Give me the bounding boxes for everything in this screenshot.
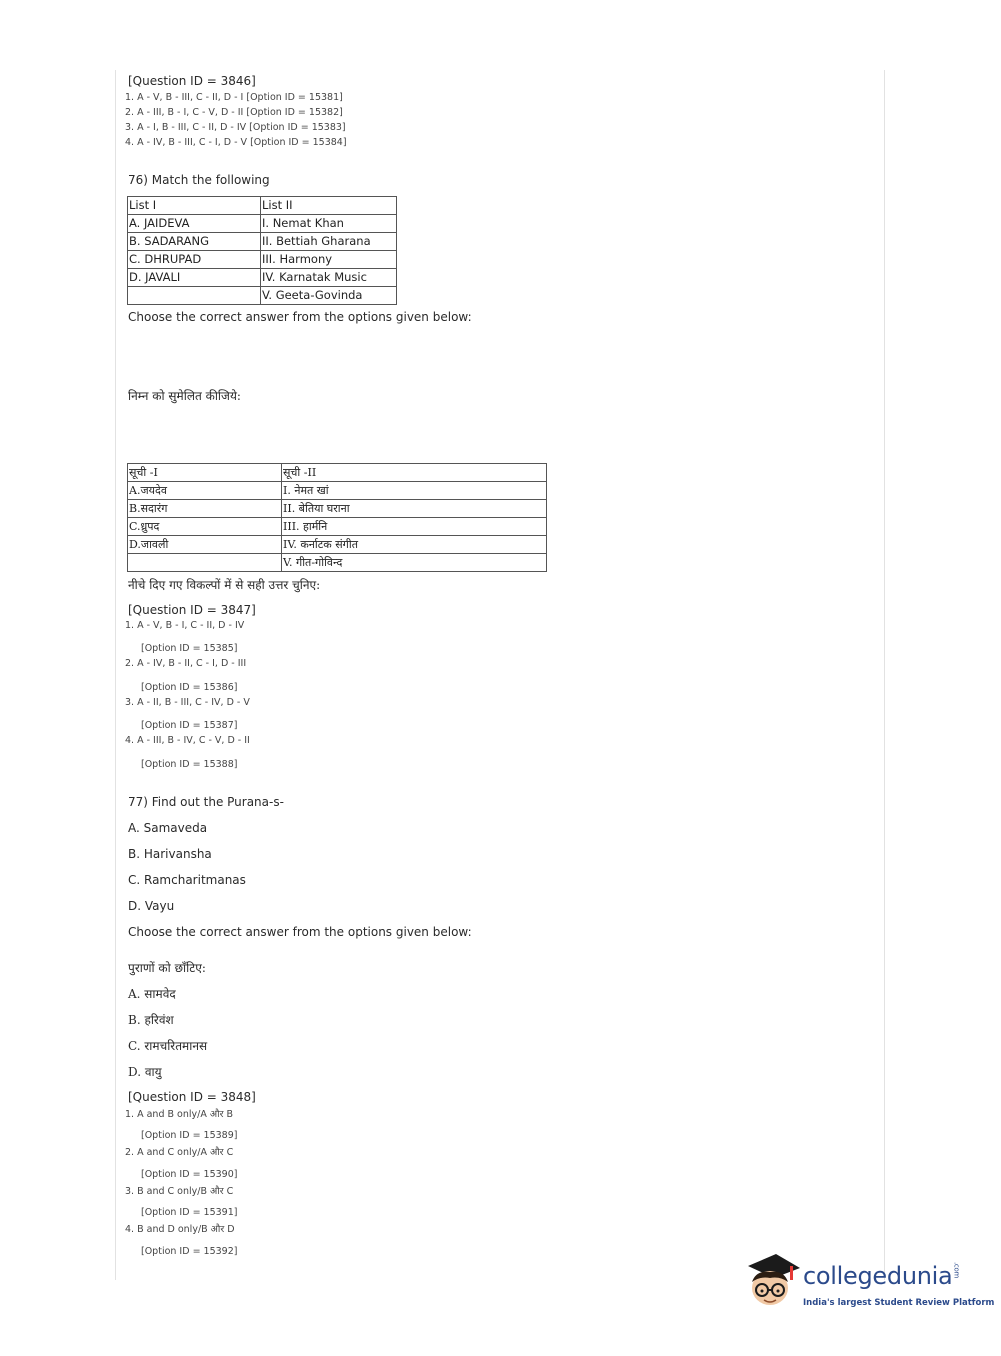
list-item: B. Harivansha	[128, 847, 212, 861]
table-cell: B. SADARANG	[128, 233, 261, 251]
table-cell: C.ध्रुपद	[128, 518, 282, 536]
list-item: A. सामवेद	[128, 987, 176, 1001]
option-item: 2. A - IV, B - II, C - I, D - III	[125, 658, 247, 669]
list-item: D. वायु	[128, 1065, 162, 1079]
instruction-text: Choose the correct answer from the options given below:	[128, 310, 472, 324]
list-item: D. Vayu	[128, 899, 175, 913]
table-cell: A. JAIDEVA	[128, 215, 261, 233]
option-item: 1. A - V, B - III, C - II, D - I [Option ID = 15381]	[125, 92, 343, 103]
table-cell: C. DHRUPAD	[128, 251, 261, 269]
table-cell: List II	[261, 197, 397, 215]
table-cell: IV. Karnatak Music	[261, 269, 397, 287]
hindi-question-title: पुराणों को छाँटिए:	[128, 961, 206, 975]
option-item: 1. A and B only/A और B	[125, 1109, 233, 1120]
mascot-icon	[740, 1248, 804, 1312]
instruction-text: Choose the correct answer from the options given below:	[128, 925, 472, 939]
margin-rule-left	[115, 70, 116, 1280]
table-cell: V. Geeta-Govinda	[261, 287, 397, 305]
question-id: [Question ID = 3847]	[128, 603, 256, 617]
list-item: B. हरिवंश	[128, 1013, 174, 1027]
table-row	[128, 554, 547, 572]
question-id: [Question ID = 3848]	[128, 1090, 256, 1104]
table-cell	[128, 554, 282, 572]
table-cell: II. Bettiah Gharana	[261, 233, 397, 251]
option-id: [Option ID = 15389]	[141, 1130, 238, 1141]
table-cell: III. Harmony	[261, 251, 397, 269]
brand-name	[803, 1262, 960, 1290]
margin-rule-right	[884, 70, 885, 1280]
table-cell: I. नेमत खां	[282, 482, 547, 500]
table-cell: II. बेतिया घराना	[282, 500, 547, 518]
brand-dotcom: .com	[952, 1262, 961, 1278]
option-id: [Option ID = 15390]	[141, 1169, 238, 1180]
table-row	[128, 482, 547, 500]
match-table-english	[127, 196, 397, 305]
table-row	[128, 464, 547, 482]
option-id: [Option ID = 15388]	[141, 759, 238, 770]
table-row	[128, 269, 397, 287]
table-cell: V. गीत-गोविन्द	[282, 554, 547, 572]
option-item: 3. A - I, B - III, C - II, D - IV [Option ID = 15383]	[125, 122, 346, 133]
table-cell: A.जयदेव	[128, 482, 282, 500]
option-item: 1. A - V, B - I, C - II, D - IV	[125, 620, 245, 631]
table-row	[128, 251, 397, 269]
table-cell	[128, 287, 261, 305]
option-item: 3. A - II, B - III, C - IV, D - V	[125, 697, 250, 708]
question-title: 76) Match the following	[128, 173, 270, 187]
table-cell: III. हार्मनि	[282, 518, 547, 536]
option-item: 3. B and C only/B और C	[125, 1186, 234, 1197]
option-id: [Option ID = 15386]	[141, 682, 238, 693]
table-row	[128, 215, 397, 233]
table-row	[128, 287, 397, 305]
table-cell: List I	[128, 197, 261, 215]
match-table-hindi	[127, 463, 547, 572]
option-id: [Option ID = 15392]	[141, 1246, 238, 1257]
list-item: C. Ramcharitmanas	[128, 873, 246, 887]
table-row	[128, 197, 397, 215]
question-title: 77) Find out the Purana-s-	[128, 795, 284, 809]
brand-tagline: India's largest Student Review Platform	[803, 1298, 995, 1308]
list-item: C. रामचरितमानस	[128, 1039, 208, 1053]
table-cell: D.जावली	[128, 536, 282, 554]
table-row	[128, 536, 547, 554]
table-cell: D. JAVALI	[128, 269, 261, 287]
option-id: [Option ID = 15385]	[141, 643, 238, 654]
table-cell: B.सदारंग	[128, 500, 282, 518]
table-cell: सूची -II	[282, 464, 547, 482]
list-item: A. Samaveda	[128, 821, 208, 835]
hindi-question-title: निम्न को सुमेलित कीजिये:	[128, 389, 241, 403]
table-row	[128, 233, 397, 251]
option-id: [Option ID = 15391]	[141, 1207, 238, 1218]
option-item: 4. B and D only/B और D	[125, 1224, 235, 1235]
table-cell: I. Nemat Khan	[261, 215, 397, 233]
option-item: 2. A - III, B - I, C - V, D - II [Option ID = 15382]	[125, 107, 343, 118]
table-cell: IV. कर्नाटक संगीत	[282, 536, 547, 554]
option-id: [Option ID = 15387]	[141, 720, 238, 731]
table-cell: सूची -I	[128, 464, 282, 482]
hindi-instruction-text: नीचे दिए गए विकल्पों में से सही उत्तर चुनिए:	[128, 578, 321, 592]
option-item: 4. A - IV, B - III, C - I, D - V [Option ID = 15384]	[125, 137, 347, 148]
brand-text: collegedunia	[803, 1262, 953, 1290]
question-id: [Question ID = 3846]	[128, 74, 256, 88]
option-item: 2. A and C only/A और C	[125, 1147, 234, 1158]
table-row	[128, 518, 547, 536]
table-row	[128, 500, 547, 518]
option-item: 4. A - III, B - IV, C - V, D - II	[125, 735, 250, 746]
